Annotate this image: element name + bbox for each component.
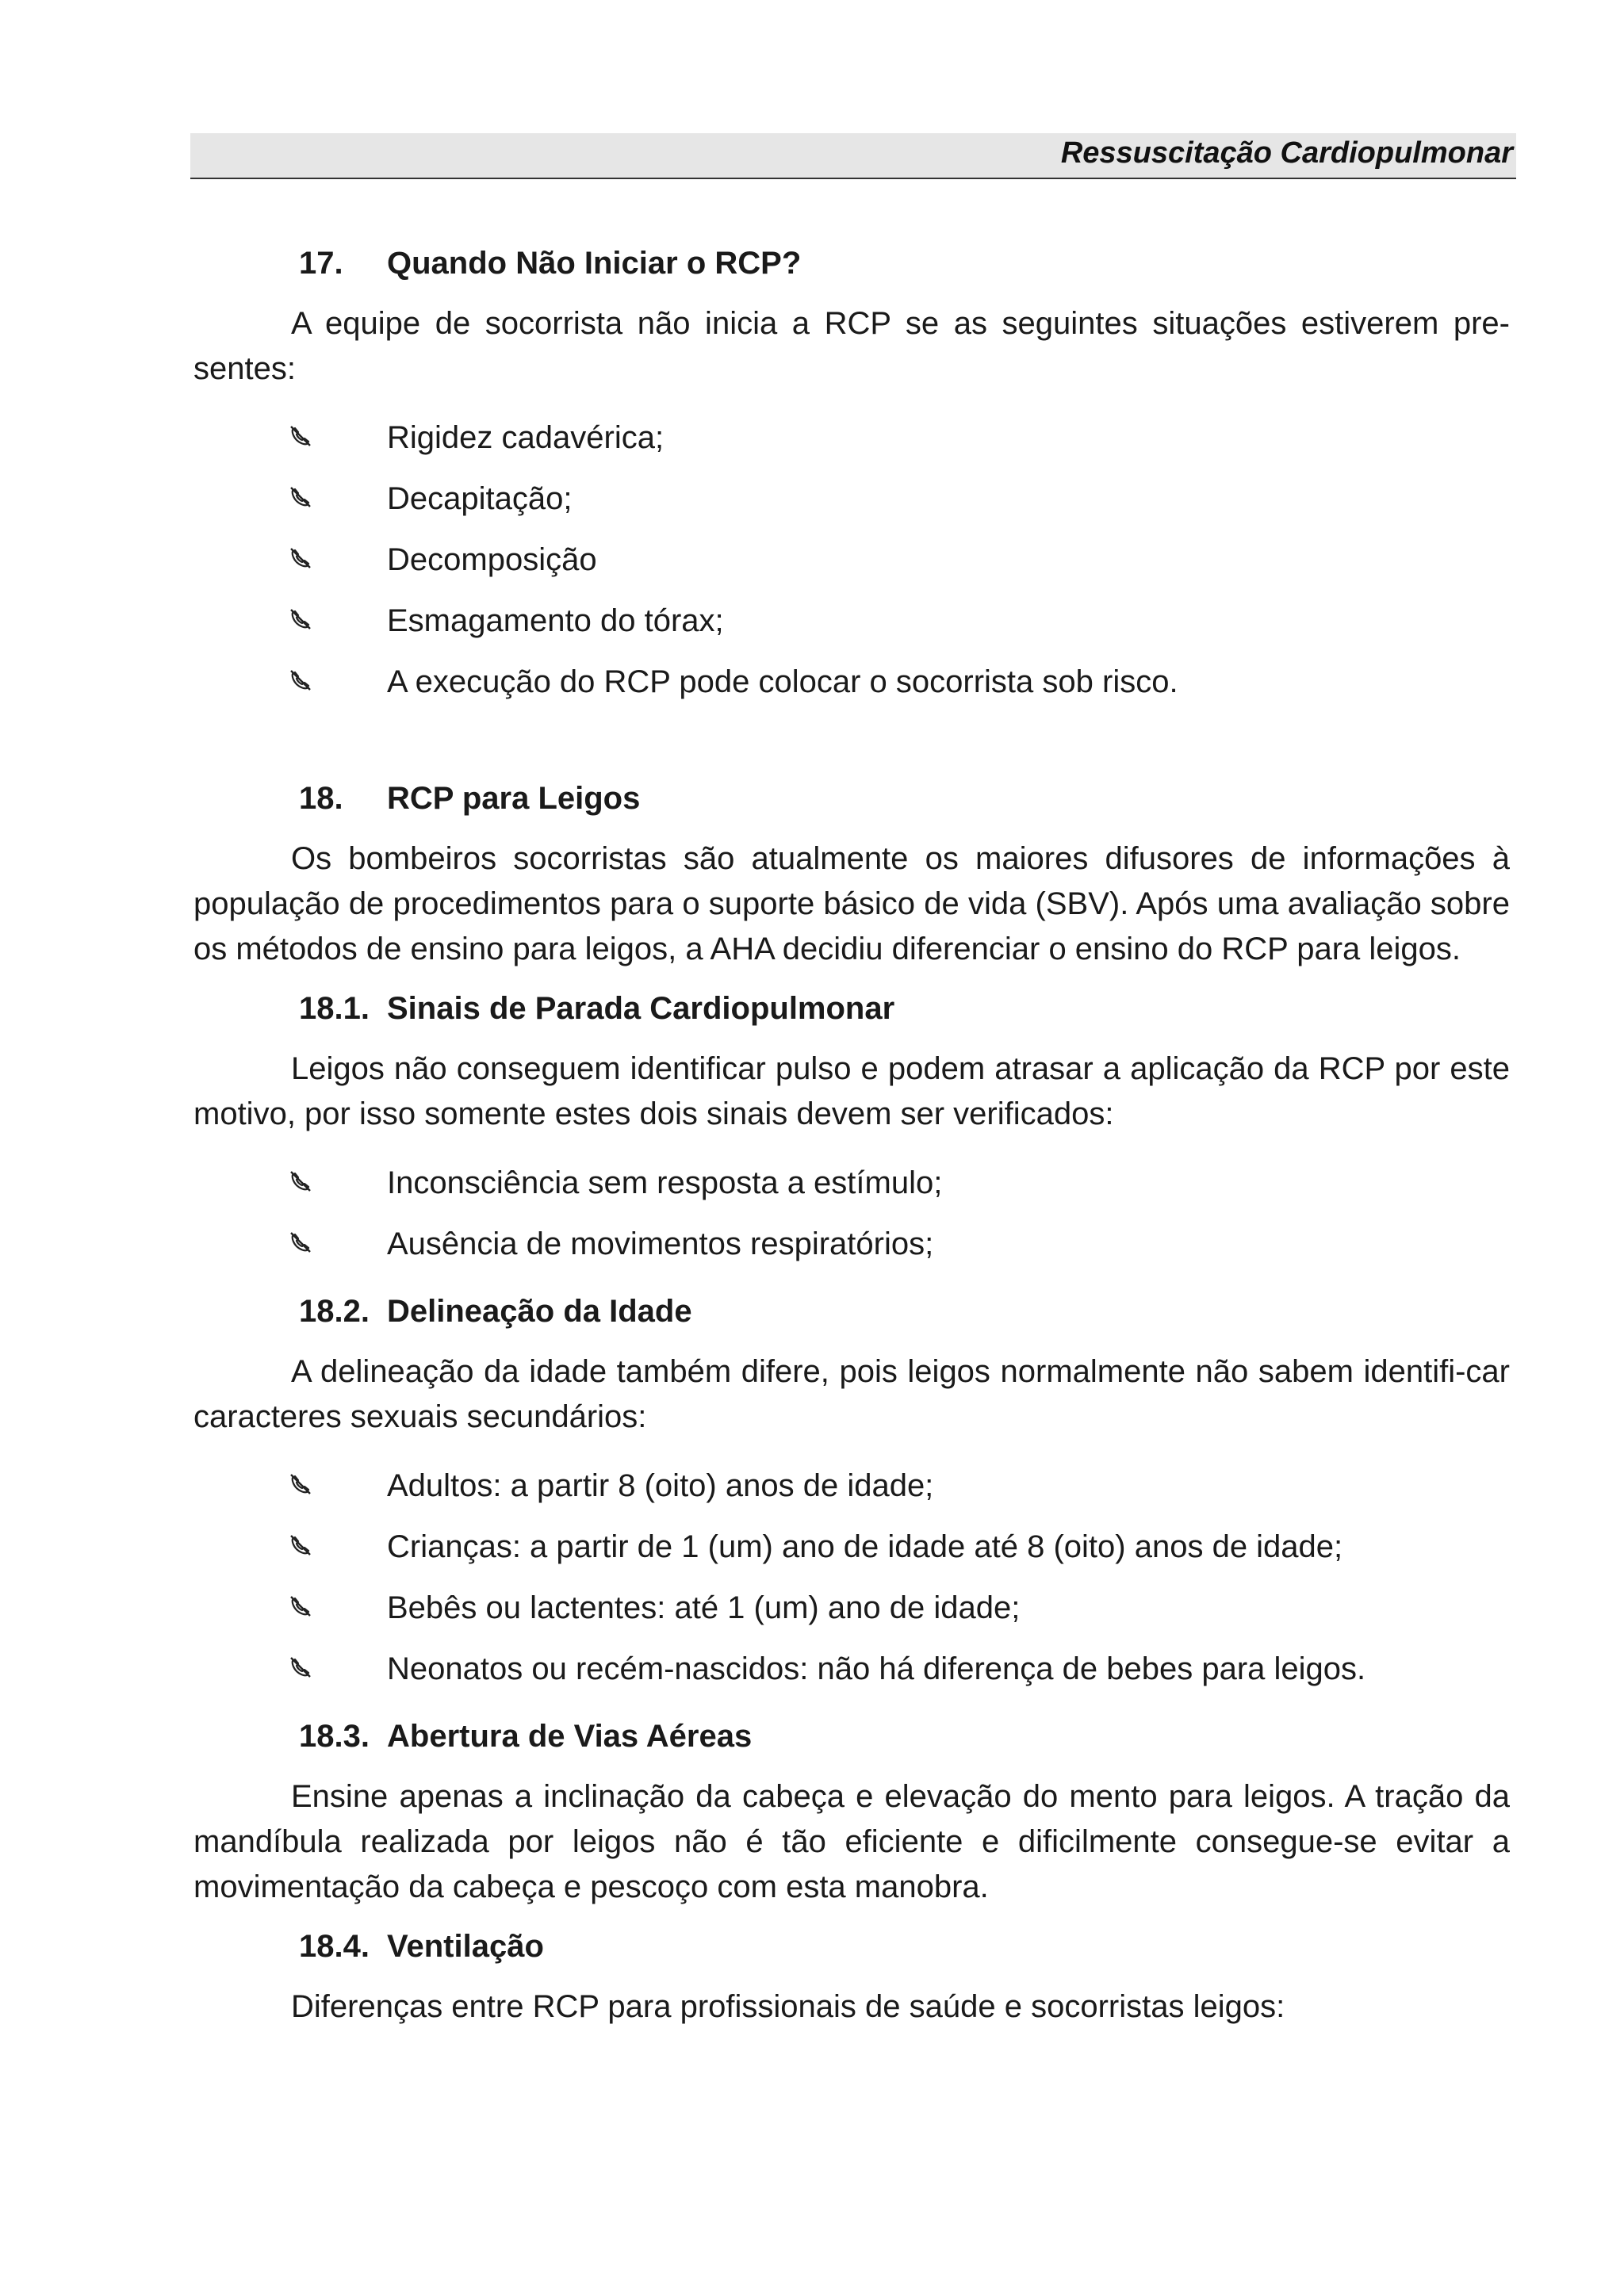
- telephone-off-icon: [287, 423, 387, 454]
- list-item-text: Bebês ou lactentes: até 1 (um) ano de idade;: [387, 1590, 1021, 1625]
- section-title: Quando Não Iniciar o RCP?: [387, 246, 802, 281]
- bullet-list: [193, 1456, 1510, 1700]
- section-title: Sinais de Parada Cardiopulmonar: [387, 991, 895, 1026]
- list-item: [193, 1456, 1510, 1517]
- telephone-off-icon: [287, 1593, 387, 1624]
- telephone-off-icon: [287, 545, 387, 576]
- section-heading: [193, 243, 1510, 284]
- telephone-off-icon: [287, 1168, 387, 1200]
- section-number: 18.: [299, 781, 343, 816]
- list-item-text: Adultos: a partir 8 (oito) anos de idade;: [387, 1468, 934, 1503]
- list-item: [193, 591, 1510, 652]
- subsection-heading: [193, 1716, 1510, 1757]
- section-number: 17.: [299, 246, 343, 281]
- list-item: [193, 408, 1510, 469]
- telephone-off-icon: [287, 1471, 387, 1502]
- telephone-off-icon: [287, 1654, 387, 1686]
- list-item: [193, 1153, 1510, 1214]
- list-item-text: Crianças: a partir de 1 (um) ano de idade até 8 (oito) anos de idade;: [387, 1529, 1343, 1564]
- list-item: [193, 530, 1510, 591]
- subsection-heading: [193, 1291, 1510, 1332]
- list-item-text: Decomposição: [387, 542, 597, 577]
- paragraph: A delineação da idade também difere, pois leigos normalmente não sabem identifi-car caracteres sexuais secundários:: [193, 1354, 1510, 1434]
- paragraph: Os bombeiros socorristas são atualmente os maiores difusores de informações à população de procedimentos para o suporte básico de vida (SBV). Após uma avaliação sobre os métodos de ensino para leigos, a AHA decidiu diferenciar o ensino do RCP para leigos.: [193, 841, 1510, 966]
- paragraph: Leigos não conseguem identificar pulso e podem atrasar a aplicação da RCP por este motivo, por isso somente estes dois sinais devem ser verificados:: [193, 1051, 1510, 1131]
- section-number: 18.3.: [299, 1719, 370, 1754]
- list-item-text: Inconsciência sem resposta a estímulo;: [387, 1165, 943, 1200]
- section-heading: [193, 778, 1510, 819]
- telephone-off-icon: [287, 484, 387, 515]
- bullet-list: [193, 408, 1510, 713]
- page-content: [193, 243, 1510, 2045]
- telephone-off-icon: [287, 1532, 387, 1563]
- list-item: [193, 469, 1510, 530]
- telephone-off-icon: [287, 667, 387, 698]
- paragraph: A equipe de socorrista não inicia a RCP se as seguintes situações estiverem pre-sentes:: [193, 306, 1510, 386]
- section-title: Abertura de Vias Aéreas: [387, 1719, 753, 1754]
- section-title: Ventilação: [387, 1929, 544, 1964]
- telephone-off-icon: [287, 1229, 387, 1261]
- list-item-text: Neonatos ou recém-nascidos: não há diferença de bebes para leigos.: [387, 1651, 1366, 1686]
- section-number: 18.2.: [299, 1294, 370, 1329]
- running-header-title: Ressuscitação Cardiopulmonar: [1060, 136, 1513, 170]
- section-title: Delineação da Idade: [387, 1294, 692, 1329]
- list-item-text: Decapitação;: [387, 481, 573, 516]
- section-number: 18.1.: [299, 991, 370, 1026]
- list-item: [193, 1639, 1510, 1700]
- list-item-text: Rigidez cadavérica;: [387, 420, 665, 455]
- list-item-text: A execução do RCP pode colocar o socorrista sob risco.: [387, 664, 1178, 699]
- list-item: [193, 652, 1510, 713]
- list-item: [193, 1517, 1510, 1578]
- list-item-text: Esmagamento do tórax;: [387, 603, 724, 638]
- bullet-list: [193, 1153, 1510, 1275]
- list-item-text: Ausência de movimentos respiratórios;: [387, 1226, 934, 1261]
- telephone-off-icon: [287, 606, 387, 637]
- running-header: [190, 133, 1516, 179]
- section-number: 18.4.: [299, 1929, 370, 1964]
- paragraph: Ensine apenas a inclinação da cabeça e elevação do mento para leigos. A tração da mandíbula realizada por leigos não é tão eficiente e dificilmente consegue-se evitar a movimentação da cabeça e pescoço com esta manobra.: [193, 1779, 1510, 1904]
- subsection-heading: [193, 988, 1510, 1029]
- section-title: RCP para Leigos: [387, 781, 641, 816]
- list-item: [193, 1578, 1510, 1639]
- list-item: [193, 1214, 1510, 1275]
- paragraph: Diferenças entre RCP para profissionais de saúde e socorristas leigos:: [291, 1989, 1285, 2024]
- subsection-heading: [193, 1926, 1510, 1967]
